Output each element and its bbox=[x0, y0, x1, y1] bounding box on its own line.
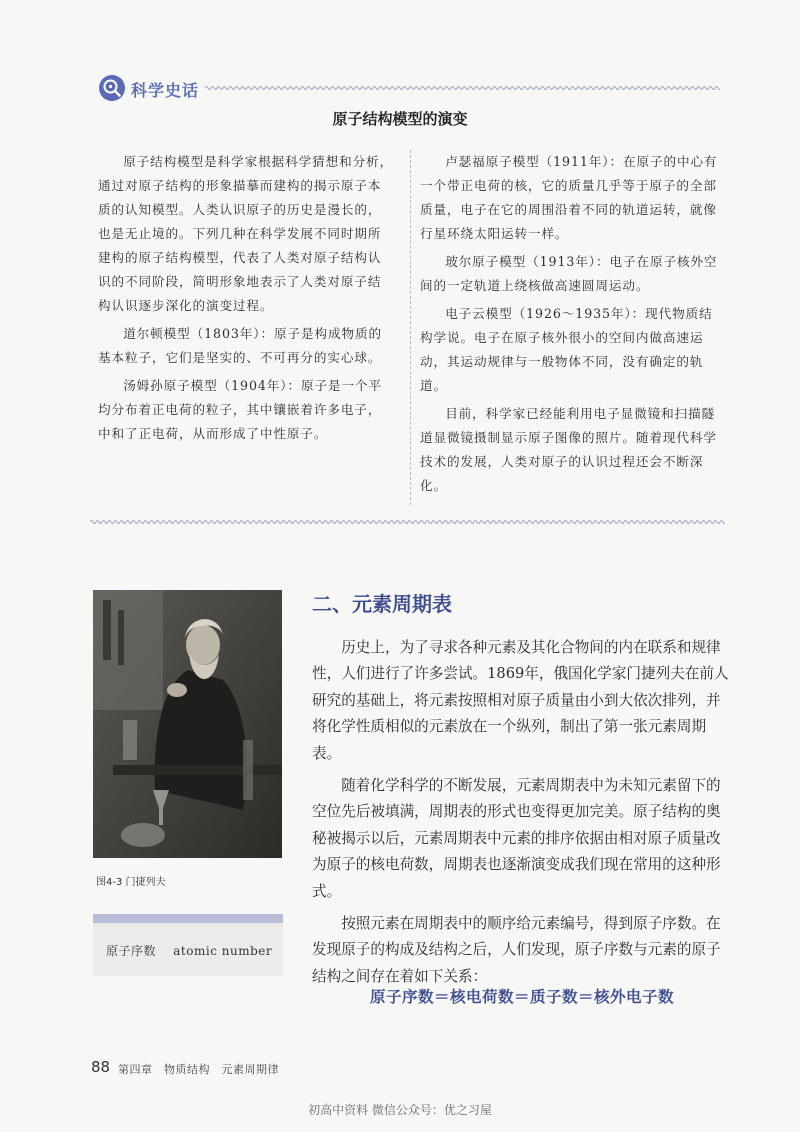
feature-label: 科学史话 bbox=[131, 81, 200, 100]
watermark-text: 初高中资料 微信公众号：优之习屋 bbox=[308, 1103, 492, 1117]
column-divider bbox=[410, 150, 411, 505]
atomic-number-formula: 原子序数＝核电荷数＝质子数＝核外电子数 bbox=[369, 988, 674, 1006]
magnifier-atom-icon bbox=[98, 74, 126, 102]
story-paragraph: 原子结构模型是科学家根据科学猜想和分析，通过对原子结构的形象描摹而建构的揭示原子本质的认知模型。人类认识原子的历史是漫长的，也是无止境的。下列几种在科学发展不同时期所建构的原子结构模型，代表了人类对原子结构认识的不同阶段，简明形象地表示了人类对原子结构认识逐步深化的演变过程。 bbox=[98, 154, 394, 313]
glossary-entry bbox=[106, 942, 272, 959]
section-title: 二、元素周期表 bbox=[312, 592, 452, 616]
body-paragraph: 历史上，为了寻求各种元素及其化合物间的内在联系和规律性，人们进行了许多尝试。1869年，俄国化学家门捷列夫在前人研究的基础上，将元素按照相对原子质量由小到大依次排列，并将化学性质相似的元素放在一个纵列，制出了第一张元素周期表。 bbox=[312, 639, 729, 762]
wavy-divider-top bbox=[205, 84, 720, 92]
glossary-bar bbox=[93, 914, 283, 923]
story-paragraph: 目前，科学家已经能利用电子显微镜和扫描隧道显微镜摄制显示原子图像的照片。随着现代科学技术的发展，人类对原子的认识过程还会不断深化。 bbox=[420, 406, 717, 493]
wavy-divider-bottom bbox=[90, 518, 725, 526]
story-paragraph: 汤姆孙原子模型（1904年）：原子是一个平均分布着正电荷的粒子，其中镶嵌着许多电子，中和了正电荷，从而形成了中性原子。 bbox=[98, 378, 382, 441]
chapter-label: 第四章 物质结构 元素周期律 bbox=[118, 1063, 279, 1076]
story-right-column bbox=[420, 150, 720, 502]
mendeleev-photo bbox=[93, 590, 282, 858]
story-paragraph: 道尔顿模型（1803年）：原子是构成物质的基本粒子，它们是坚实的、不可再分的实心球。 bbox=[98, 326, 382, 365]
section-body bbox=[312, 635, 732, 996]
story-title: 原子结构模型的演变 bbox=[332, 110, 468, 128]
story-left-column bbox=[98, 150, 394, 450]
story-paragraph: 玻尔原子模型（1913年）：电子在原子核外空间的一定轨道上绕核做高速圆周运动。 bbox=[420, 254, 718, 293]
story-paragraph: 卢瑟福原子模型（1911年）：在原子的中心有一个带正电荷的核，它的质量几乎等于原子的全部质量，电子在它的周围沿着不同的轨道运转，就像行星环绕太阳运转一样。 bbox=[420, 154, 718, 241]
body-paragraph: 按照元素在周期表中的顺序给元素编号，得到原子序数。在发现原子的构成及结构之后，人们发现，原子序数与元素的原子结构之间存在着如下关系： bbox=[312, 915, 721, 985]
figure-caption: 图4-3 门捷列夫 bbox=[96, 877, 166, 888]
glossary-term: 原子序数 bbox=[106, 944, 157, 958]
body-paragraph: 随着化学科学的不断发展，元素周期表中为未知元素留下的空位先后被填满，周期表的形式也变得更加完美。原子结构的奥秘被揭示以后，元素周期表中元素的排序依据由相对原子质量改为原子的核电荷数，周期表也逐渐演变成我们现在常用的这种形式。 bbox=[312, 777, 721, 900]
story-paragraph: 电子云模型（1926～1935年）：现代物质结构学说。电子在原子核外很小的空间内做高速运动，其运动规律与一般物体不同，没有确定的轨道。 bbox=[420, 306, 713, 393]
page-number: 88 bbox=[91, 1058, 111, 1076]
glossary-english: atomic number bbox=[173, 944, 273, 958]
